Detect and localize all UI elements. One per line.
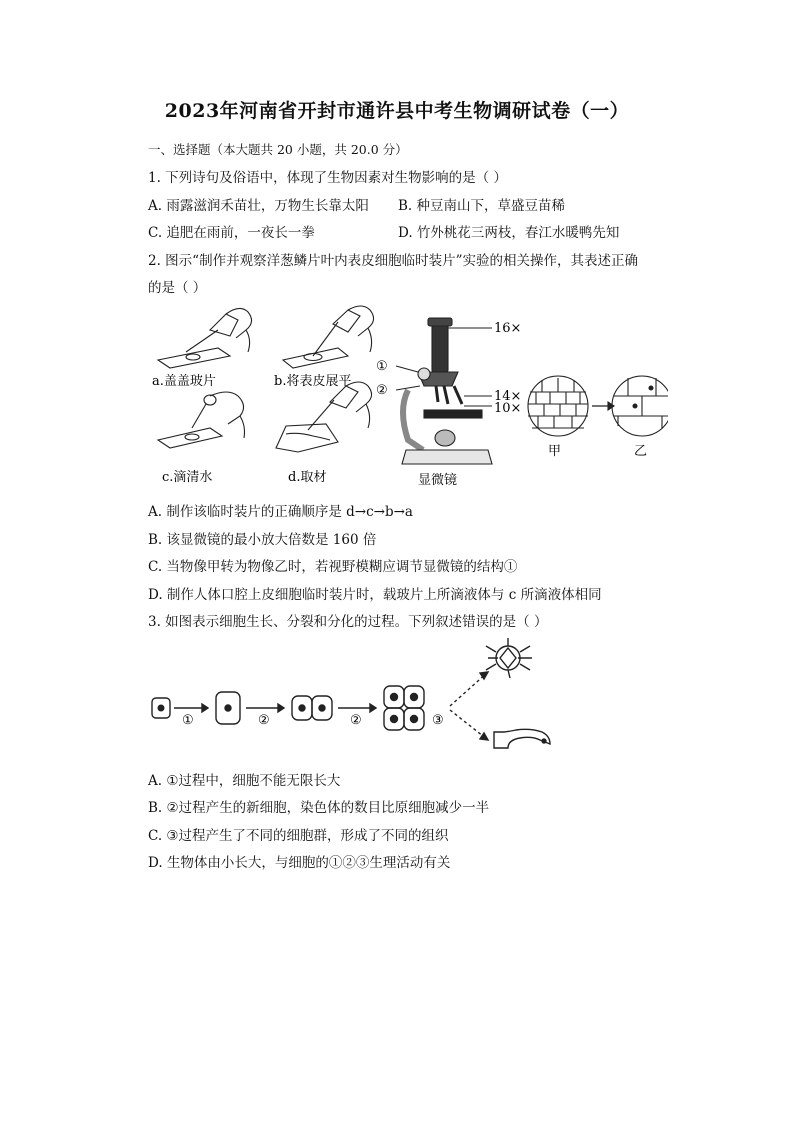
- q1-stem: 1. 下列诗句及俗语中，体现了生物因素对生物影响的是（ ）: [148, 170, 507, 186]
- cell-single: [152, 698, 170, 718]
- cell-four: [384, 686, 424, 730]
- q2-stem-line2: 的是（ ）: [148, 280, 207, 296]
- step-label-3: ③: [432, 713, 444, 728]
- cell-two: [292, 696, 332, 720]
- label-b: b.将表皮展平: [274, 374, 352, 389]
- q3-stem: 3. 如图表示细胞生长、分裂和分化的过程。下列叙述错误的是（ ）: [148, 614, 548, 630]
- procedure-b-illustration: [283, 306, 374, 368]
- q1-option-c[interactable]: C. 追肥在雨前，一夜长一拳: [148, 225, 315, 241]
- objective-high-magnification: 14×: [494, 389, 522, 404]
- procedure-c-illustration: [158, 392, 245, 448]
- q2-option-d[interactable]: D. 制作人体口腔上皮细胞临时装片时，载玻片上所滴液体与 c 所滴液体相同: [148, 587, 602, 603]
- q3-option-b[interactable]: B. ②过程产生的新细胞，染色体的数目比原细胞减少一半: [148, 800, 490, 816]
- q3-figure: [148, 636, 568, 764]
- label-c: c.滴清水: [162, 470, 213, 485]
- view-label-jia: 甲: [548, 444, 562, 459]
- q1-option-d[interactable]: D. 竹外桃花三两枝，春江水暖鸭先知: [398, 225, 620, 241]
- q2-figure: [148, 300, 668, 495]
- neuron-cell: [486, 638, 532, 678]
- view-yi-illustration: [612, 376, 668, 436]
- objective-low-magnification: 10×: [494, 401, 522, 416]
- step-label-2b: ②: [350, 713, 362, 728]
- label-d: d.取材: [288, 470, 327, 485]
- q1-option-b[interactable]: B. 种豆南山下，草盛豆苗稀: [398, 198, 566, 214]
- part-label-1: ①: [376, 359, 388, 374]
- q2-option-c[interactable]: C. 当物像甲转为物像乙时，若视野模糊应调节显微镜的结构①: [148, 559, 518, 575]
- view-label-yi: 乙: [634, 444, 648, 459]
- q3-option-a[interactable]: A. ①过程中，细胞不能无限长大: [148, 773, 341, 789]
- step-label-1: ①: [182, 713, 194, 728]
- procedure-d-illustration: [276, 382, 372, 452]
- cell-grown: [216, 692, 240, 724]
- section-heading: 一、选择题（本大题共 20 小题，共 20.0 分）: [148, 142, 408, 157]
- page-title: 2023年河南省开封市通许县中考生物调研试卷（一）: [164, 100, 630, 122]
- eyepiece-magnification: 16×: [494, 321, 522, 336]
- q3-option-d[interactable]: D. 生物体由小长大，与细胞的①②③生理活动有关: [148, 855, 451, 871]
- q2-option-a[interactable]: A. 制作该临时装片的正确顺序是 d→c→b→a: [148, 504, 413, 520]
- microscope-illustration: [402, 318, 492, 464]
- part-label-2: ②: [376, 383, 388, 398]
- elongated-cell: [494, 729, 550, 748]
- label-a: a.盖盖玻片: [152, 374, 216, 389]
- view-jia-illustration: [528, 376, 588, 436]
- step-label-2a: ②: [258, 713, 270, 728]
- q3-option-c[interactable]: C. ③过程产生了不同的细胞群，形成了不同的组织: [148, 828, 449, 844]
- q2-stem-line1: 2. 图示“制作并观察洋葱鳞片叶内表皮细胞临时装片”实验的相关操作，其表述正确: [148, 253, 638, 269]
- procedure-a-illustration: [158, 308, 252, 368]
- q2-option-b[interactable]: B. 该显微镜的最小放大倍数是 160 倍: [148, 532, 377, 548]
- microscope-label: 显微镜: [418, 473, 458, 488]
- q1-option-a[interactable]: A. 雨露滋润禾苗壮，万物生长靠太阳: [148, 198, 369, 214]
